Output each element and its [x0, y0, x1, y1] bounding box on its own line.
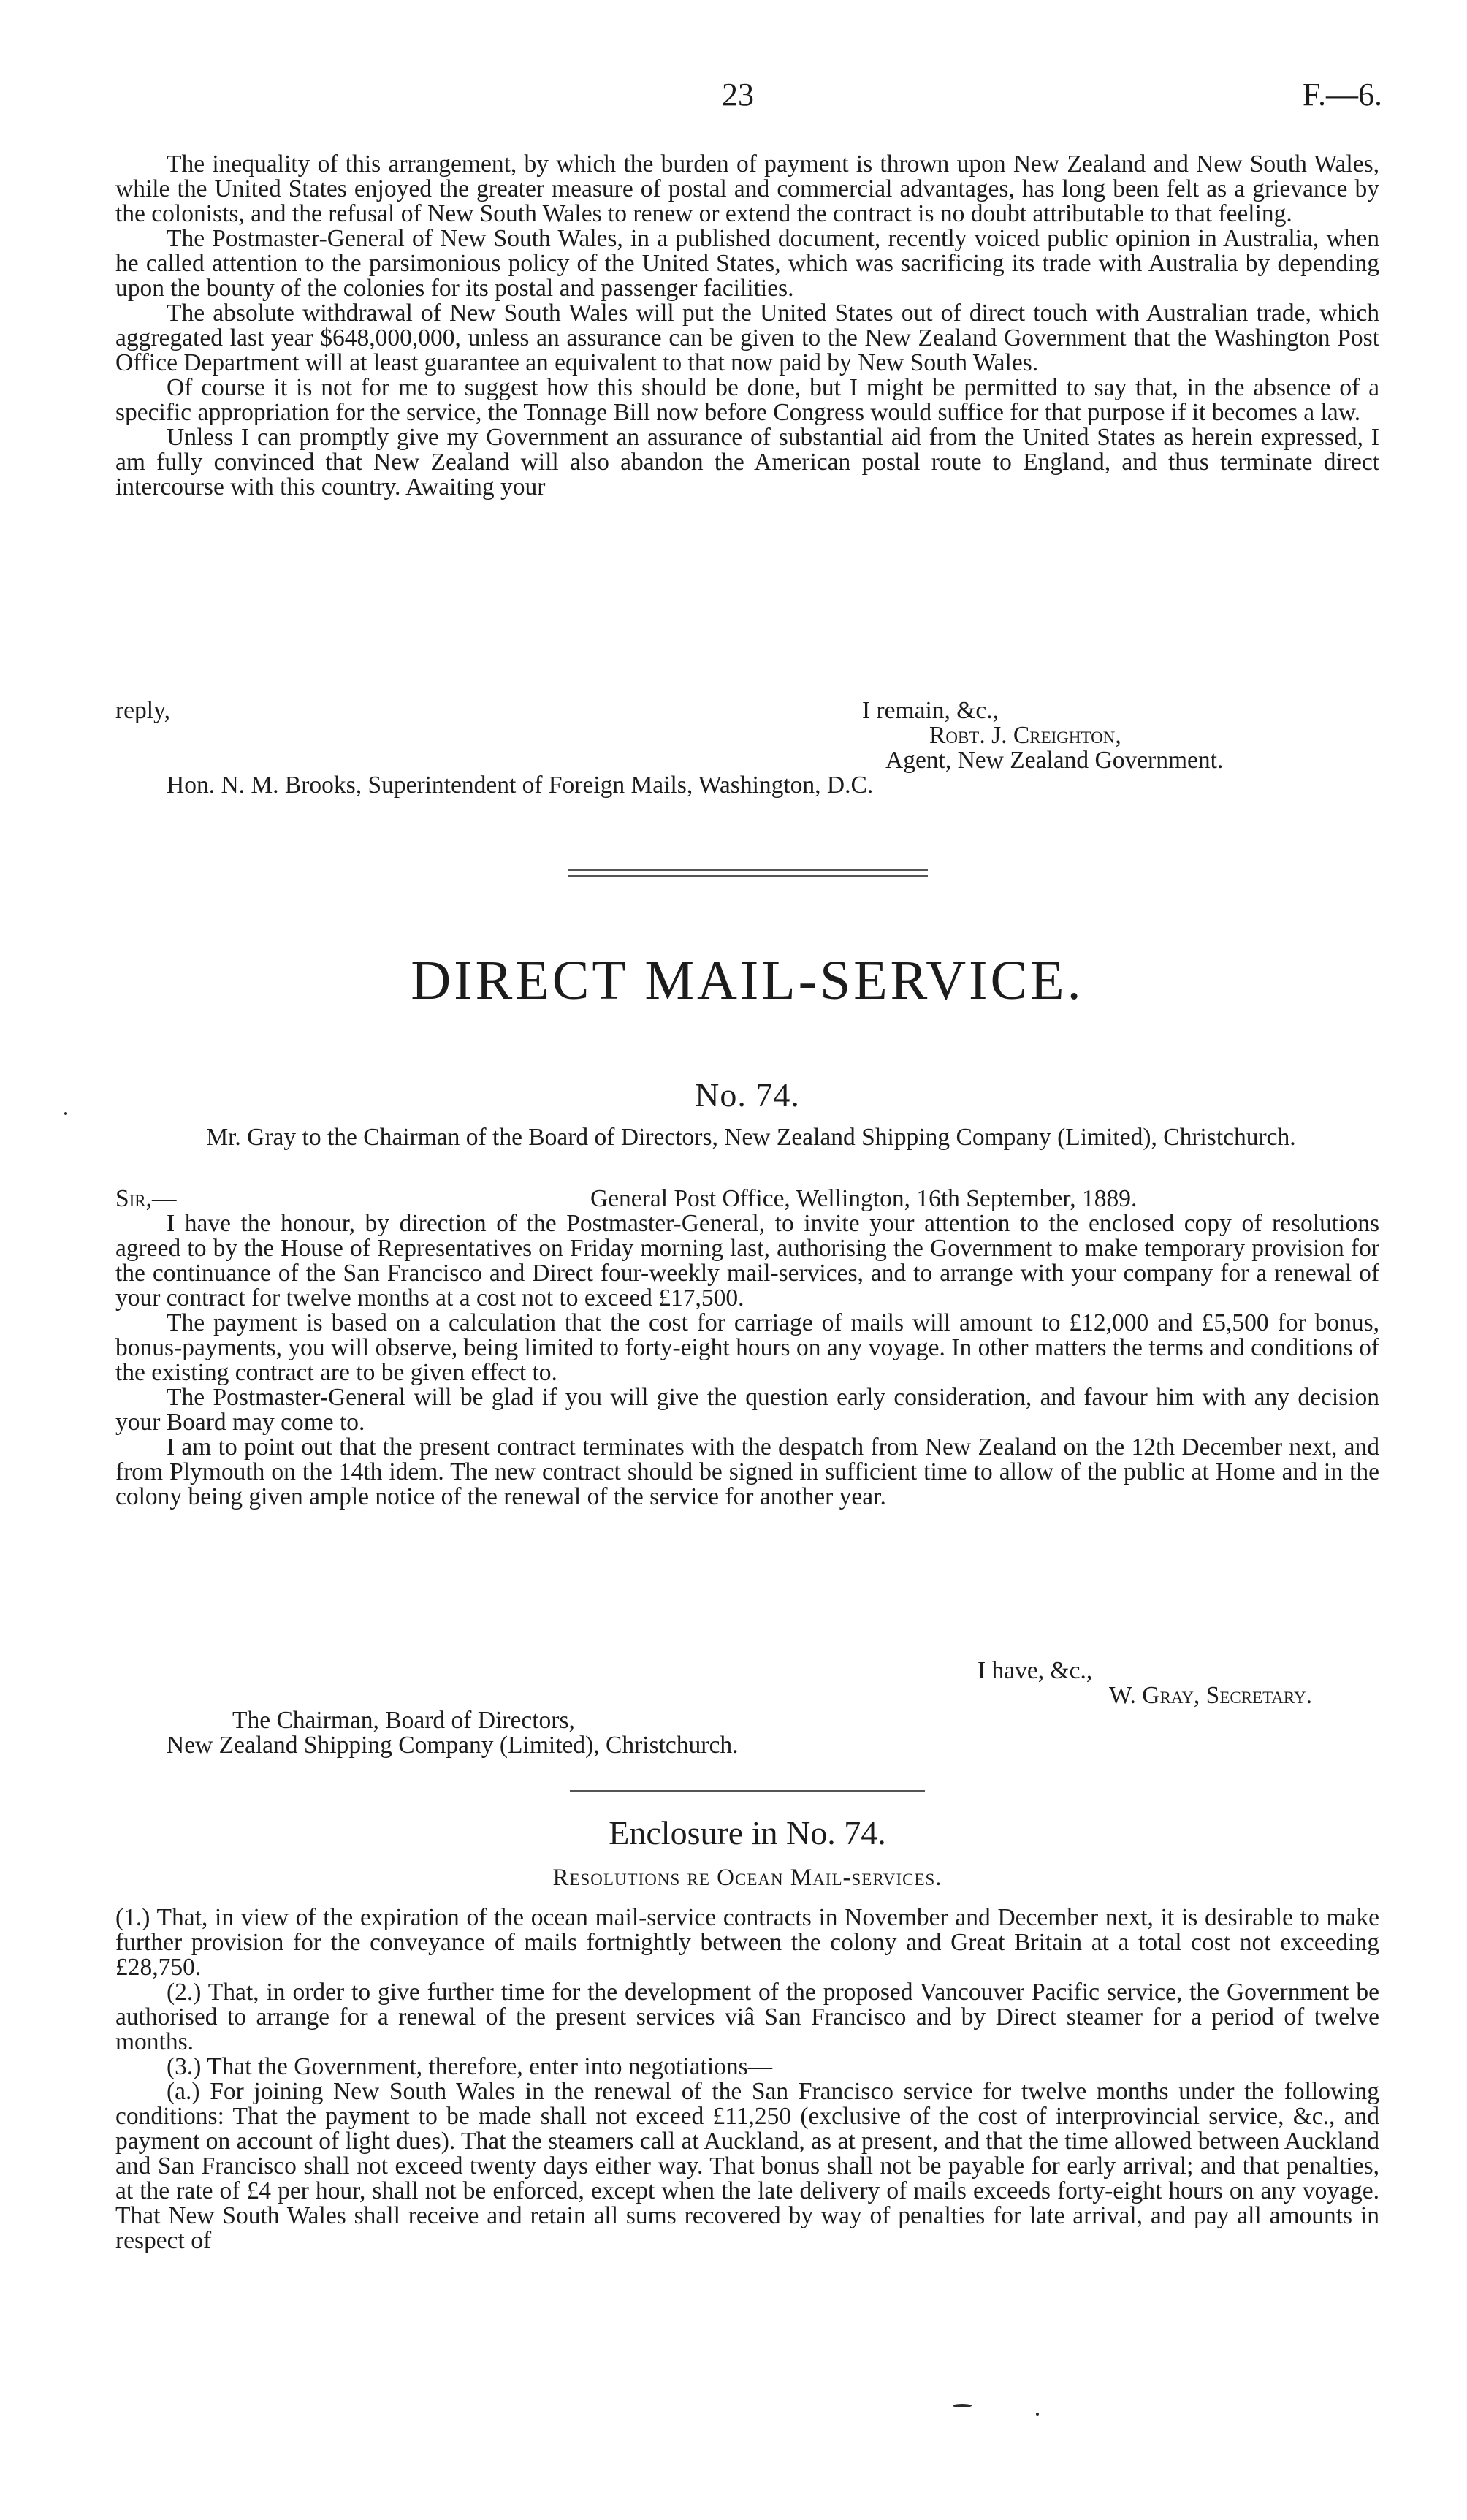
- paragraph: The inequality of this arrangement, by which the burden of payment is thrown upon New Zealand and New South Wales, while the United States enjoyed the greater measure of postal and commercial advantages, has long been felt as a grievance by the colonists, and the refusal of New South Wales to renew or extend the contract is no doubt attributable to that feeling.: [115, 151, 1379, 227]
- paragraph: Unless I can promptly give my Government an assurance of substantial aid from the United States as herein expressed, I am fully convinced that New Zealand will also abandon the American postal route to England, and thus terminate direct intercourse with this country. Awaiting your: [115, 424, 1379, 500]
- paragraph: The Postmaster-General of New South Wales, in a published document, recently voiced public opinion in Australia, when he called attention to the parsimonious policy of the United States, which was sacrificing its trade with Australia by depending upon the bounty of the colonies for its postal and passenger facilities.: [115, 225, 1379, 302]
- letter-gray-body: [115, 1211, 1379, 1510]
- letter-from-to: [203, 1125, 1299, 1150]
- salutation: Sir,—: [115, 1185, 177, 1212]
- resolution-2: (2.) That, in order to give further time for the development of the proposed Vancouver Pacific service, the Government be authorised to arrange for a renewal of the present services viâ San Francisco and by Direct steamer for a period of twelve months.: [115, 1979, 1379, 2055]
- scan-mark: [953, 2404, 972, 2407]
- closing-remain: I remain, &c.,: [862, 697, 999, 724]
- separator-rule-top: [568, 869, 928, 871]
- place-date: General Post Office, Wellington, 16th September, 1889.: [590, 1185, 1138, 1212]
- scan-mark: [64, 1112, 67, 1115]
- addressee-line-1: The Chairman, Board of Directors,: [232, 1707, 575, 1734]
- paragraph: Of course it is not for me to suggest how this should be done, but I might be permitted to say that, in the absence of a specific appropriation for the service, the Tonnage Bill now before Congress would suffice for that purpose if it becomes a law.: [115, 374, 1379, 426]
- paragraph: I am to point out that the present contract terminates with the despatch from New Zealand on the 12th December next, and from Plymouth on the 14th idem. The new contract should be signed in sufficient time to allow of the public at Home and in the colony being given ample notice of the renewal of the service for another year.: [115, 1434, 1379, 1510]
- from-to-line: Mr. Gray to the Chairman of the Board of Directors, New Zealand Shipping Company (Limited), Christchurch.: [206, 1124, 1296, 1151]
- paragraph: The absolute withdrawal of New South Wales will put the United States out of direct touch with Australian trade, which aggregated last year $648,000,000, unless an assurance can be given to the New Zealand Government that the Washington Post Office Department will at least guarantee an equivalent to that now paid by New South Wales.: [115, 300, 1379, 376]
- paragraph: The Postmaster-General will be glad if you will give the question early consideration, and favour him with any decision your Board may come to.: [115, 1384, 1379, 1436]
- enclosure-heading: Enclosure in No. 74.: [609, 1814, 886, 1851]
- paragraph: The payment is based on a calculation that the cost for carriage of mails will amount to £12,000 and £5,500 for bonus, bonus-payments, you will observe, being limited to forty-eight hours on any voyage. In other matters the terms and conditions of the existing contract are to be given effect to.: [115, 1309, 1379, 1386]
- signature-gray: W. Gray, Secretary.: [1109, 1682, 1312, 1709]
- separator-rule-bottom: [568, 875, 928, 877]
- section-title: DIRECT MAIL-SERVICE.: [411, 950, 1084, 1011]
- resolution-1: (1.) That, in view of the expiration of the ocean mail-service contracts in November and December next, it is desirable to make further provision for the conveyance of mails fortnightly between the colony and Great Britain at a total cost not exceeding £28,750.: [115, 1904, 1379, 1981]
- resolution-3a: (a.) For joining New South Wales in the renewal of the San Francisco service for twelve months under the following conditions: That the payment to be made shall not exceed £11,250 (exclusive of the cost of interprovincial service, &c., and payment on account of light dues). That the steamers call at Auckland, as at present, and that the time allowed between Auckland and San Francisco shall not exceed twenty days either way. That bonus shall not be payable for early arrival; and that penalties, at the rate of £4 per hour, shall not be enforced, except when the late delivery of mails exceeds forty-eight hours on any voyage. That New South Wales shall receive and retain all sums recovered by way of penalties for late arrival, and pay all amounts in respect of: [115, 2078, 1379, 2254]
- separator-rule: [570, 1790, 925, 1792]
- scan-mark: [1036, 2413, 1039, 2416]
- enclosure-subheading: Resolutions re Ocean Mail-services.: [552, 1865, 942, 1891]
- signature-creighton: Robt. J. Creighton,: [929, 722, 1121, 749]
- resolution-3: (3.) That the Government, therefore, enter into negotiations—: [167, 2053, 773, 2080]
- addressee-brooks: Hon. N. M. Brooks, Superintendent of Foreign Mails, Washington, D.C.: [167, 772, 874, 799]
- document-reference: F.—6.: [1303, 77, 1382, 113]
- resolutions-body: [115, 1906, 1379, 2253]
- document-page: [115, 0, 1382, 2520]
- addressee-line-2: New Zealand Shipping Company (Limited), Christchurch.: [167, 1732, 739, 1759]
- reply-word: reply,: [115, 697, 171, 724]
- signature-title: Agent, New Zealand Government.: [885, 747, 1224, 774]
- paragraph: I have the honour, by direction of the Postmaster-General, to invite your attention to the enclosed copy of resolutions agreed to by the House of Representatives on Friday morning last, authorising the Government to make temporary provision for the continuance of the San Francisco and Direct four-weekly mail-services, and to arrange with your company for a renewal of your contract for twelve months at a cost not to exceed £17,500.: [115, 1210, 1379, 1312]
- letter-number: No. 74.: [695, 1076, 800, 1114]
- page-number: 23: [722, 77, 754, 113]
- page-header: [115, 76, 1382, 120]
- letter-creighton-body: [115, 152, 1379, 500]
- closing-have: I have, &c.,: [978, 1657, 1093, 1684]
